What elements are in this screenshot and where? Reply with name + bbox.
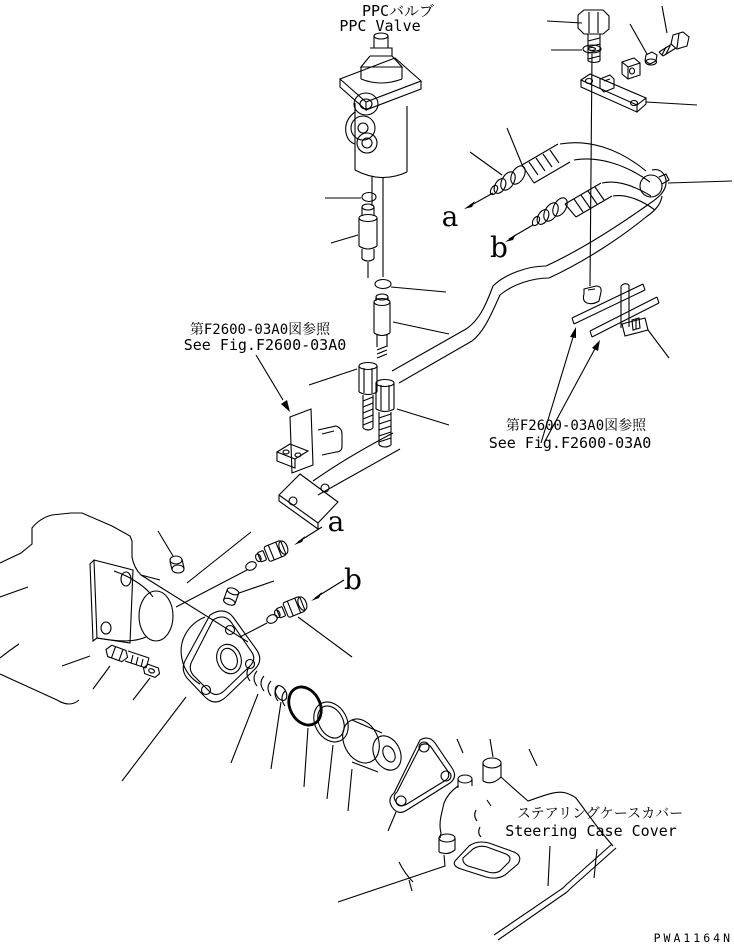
arrow-b2-head: [311, 592, 322, 601]
arrow-a2-head: [294, 536, 305, 545]
flange-nut: [142, 663, 161, 678]
flange-bolt: [104, 644, 130, 663]
hose-end-fittings: [309, 363, 449, 496]
see-fig-left-arrow-head: [281, 400, 290, 412]
plug-fitting: [223, 586, 240, 606]
ppc-valve-label-jp: PPCバルブ: [361, 2, 435, 20]
steering-cover-label-jp: ステアリングケースカバー: [516, 806, 684, 822]
port-arrows-lower: [294, 536, 322, 601]
see-fig-left-jp: 第F2600-03A0図参照: [189, 322, 331, 338]
topright-hardware: [547, 6, 697, 286]
ppc-valve-assembly: [340, 33, 421, 277]
arrow-a-head: [464, 201, 475, 209]
port-b-letter-upper: b: [490, 231, 508, 264]
ppc-valve-label-en: PPC Valve: [339, 17, 421, 35]
exploded-seal-parts: [122, 666, 455, 831]
mounting-bracket: [256, 355, 342, 529]
port-b-letter-lower: b: [344, 563, 362, 596]
see-fig-right-arrow2-head: [592, 340, 600, 351]
drawing-code: PWA1164N: [653, 931, 733, 944]
large-o-ring: [282, 681, 327, 730]
see-fig-right-jp: 第F2600-03A0図参照: [505, 418, 647, 434]
hose-assembly: [392, 128, 732, 383]
inline-fittings: [325, 193, 449, 359]
see-fig-left-en: See Fig.F2600-03A0: [183, 336, 347, 354]
hose-clamp-ring: [640, 175, 662, 197]
steering-cover-label-en: Steering Case Cover: [505, 822, 677, 840]
port-a-letter-upper: a: [441, 200, 459, 233]
small-o-ring: [273, 684, 289, 703]
see-fig-right-arrow1-head: [570, 327, 576, 338]
fitting-a: [253, 539, 290, 566]
see-fig-right-en: See Fig.F2600-03A0: [488, 434, 652, 452]
port-a-letter-lower: a: [327, 505, 345, 538]
